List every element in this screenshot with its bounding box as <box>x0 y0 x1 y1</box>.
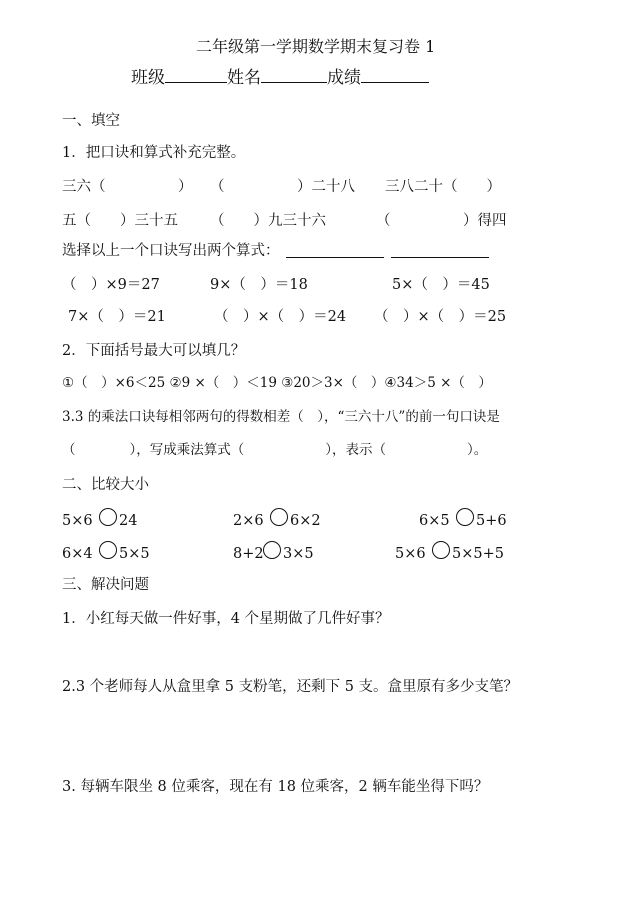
question-1-prompt: 1．把口诀和算式补充完整。 <box>62 145 246 161</box>
class-blank[interactable] <box>165 68 227 83</box>
compare-left: 6×4 <box>62 546 93 562</box>
section-heading-compare: 二、比较大小 <box>62 477 149 493</box>
compare-left: 5×6 <box>62 513 93 529</box>
problem-3: 3. 每辆车限坐 8 位乘客，现在有 18 位乘客，2 辆车能坐得下吗？ <box>62 779 489 795</box>
compare-circle[interactable] <box>432 541 450 559</box>
q1-row4-item2: （ ）×（ ）＝24 <box>214 309 347 325</box>
formula-blank-2[interactable] <box>391 257 489 258</box>
q1-row2-item3: （ ）得四 <box>376 213 507 229</box>
page-title: 二年级第一学期数学期末复习卷 1 <box>196 37 436 56</box>
compare-right: 6×2 <box>290 513 321 529</box>
section-heading-problems: 三、解决问题 <box>62 577 149 593</box>
problem-1: 1．小红每天做一件好事，4 个星期做了几件好事？ <box>62 611 390 627</box>
q1-choose-prompt: 选择以上一个口诀写出两个算式： <box>62 243 280 259</box>
compare-circle[interactable] <box>456 508 474 526</box>
q1-row4-item1: 7×（ ）＝21 <box>68 309 166 325</box>
class-label: 班级 <box>131 68 165 88</box>
name-label: 姓名 <box>227 68 261 88</box>
q1-row2-item2: （ ）九三十六 <box>210 213 326 229</box>
q1-row3-item1: （ ）×9＝27 <box>62 277 160 293</box>
compare-circle[interactable] <box>270 508 288 526</box>
question-3-line1: 3.3 的乘法口诀每相邻两句的得数相差（ ），“三六十八”的前一句口诀是 <box>62 409 500 425</box>
q1-row3-item2: 9×（ ）＝18 <box>210 277 308 293</box>
compare-left: 2×6 <box>233 513 264 529</box>
compare-right: 5×5 <box>119 546 150 562</box>
question-3-line2: （ ），写成乘法算式（ ），表示（ ）。 <box>62 442 488 458</box>
q1-row1-item3: 三八二十（ ） <box>385 179 501 195</box>
compare-circle[interactable] <box>263 541 281 559</box>
compare-left: 5×6 <box>395 546 426 562</box>
q1-row1-item2: （ ）二十八 <box>210 179 355 195</box>
compare-left: 6×5 <box>419 513 450 529</box>
compare-circle[interactable] <box>99 508 117 526</box>
score-blank[interactable] <box>361 68 429 83</box>
q1-row3-item3: 5×（ ）＝45 <box>392 277 490 293</box>
header-line <box>131 68 429 87</box>
q1-row4-item3: （ ）×（ ）＝25 <box>374 309 507 325</box>
compare-circle[interactable] <box>99 541 117 559</box>
q1-row2-item1: 五（ ）三十五 <box>62 213 178 229</box>
compare-right: 5×5+5 <box>452 546 504 562</box>
question-2-items: ①（ ）×6＜25 ②9 ×（ ）＜19 ③20＞3×（ ）④34＞5 ×（ ） <box>62 375 492 391</box>
q1-row1-item1: 三六（ ） <box>62 179 193 195</box>
problem-2: 2.3 个老师每人从盒里拿 5 支粉笔，还剩下 5 支。盒里原有多少支笔？ <box>62 679 519 695</box>
compare-left: 8+2 <box>233 546 264 562</box>
compare-right: 3×5 <box>283 546 314 562</box>
formula-blank-1[interactable] <box>286 257 384 258</box>
question-2-prompt: 2．下面括号最大可以填几？ <box>62 343 246 359</box>
compare-right: 5+6 <box>476 513 507 529</box>
compare-right: 24 <box>119 513 138 529</box>
name-blank[interactable] <box>261 68 327 83</box>
section-heading-fill: 一、填空 <box>62 113 120 129</box>
score-label: 成绩 <box>327 68 361 88</box>
